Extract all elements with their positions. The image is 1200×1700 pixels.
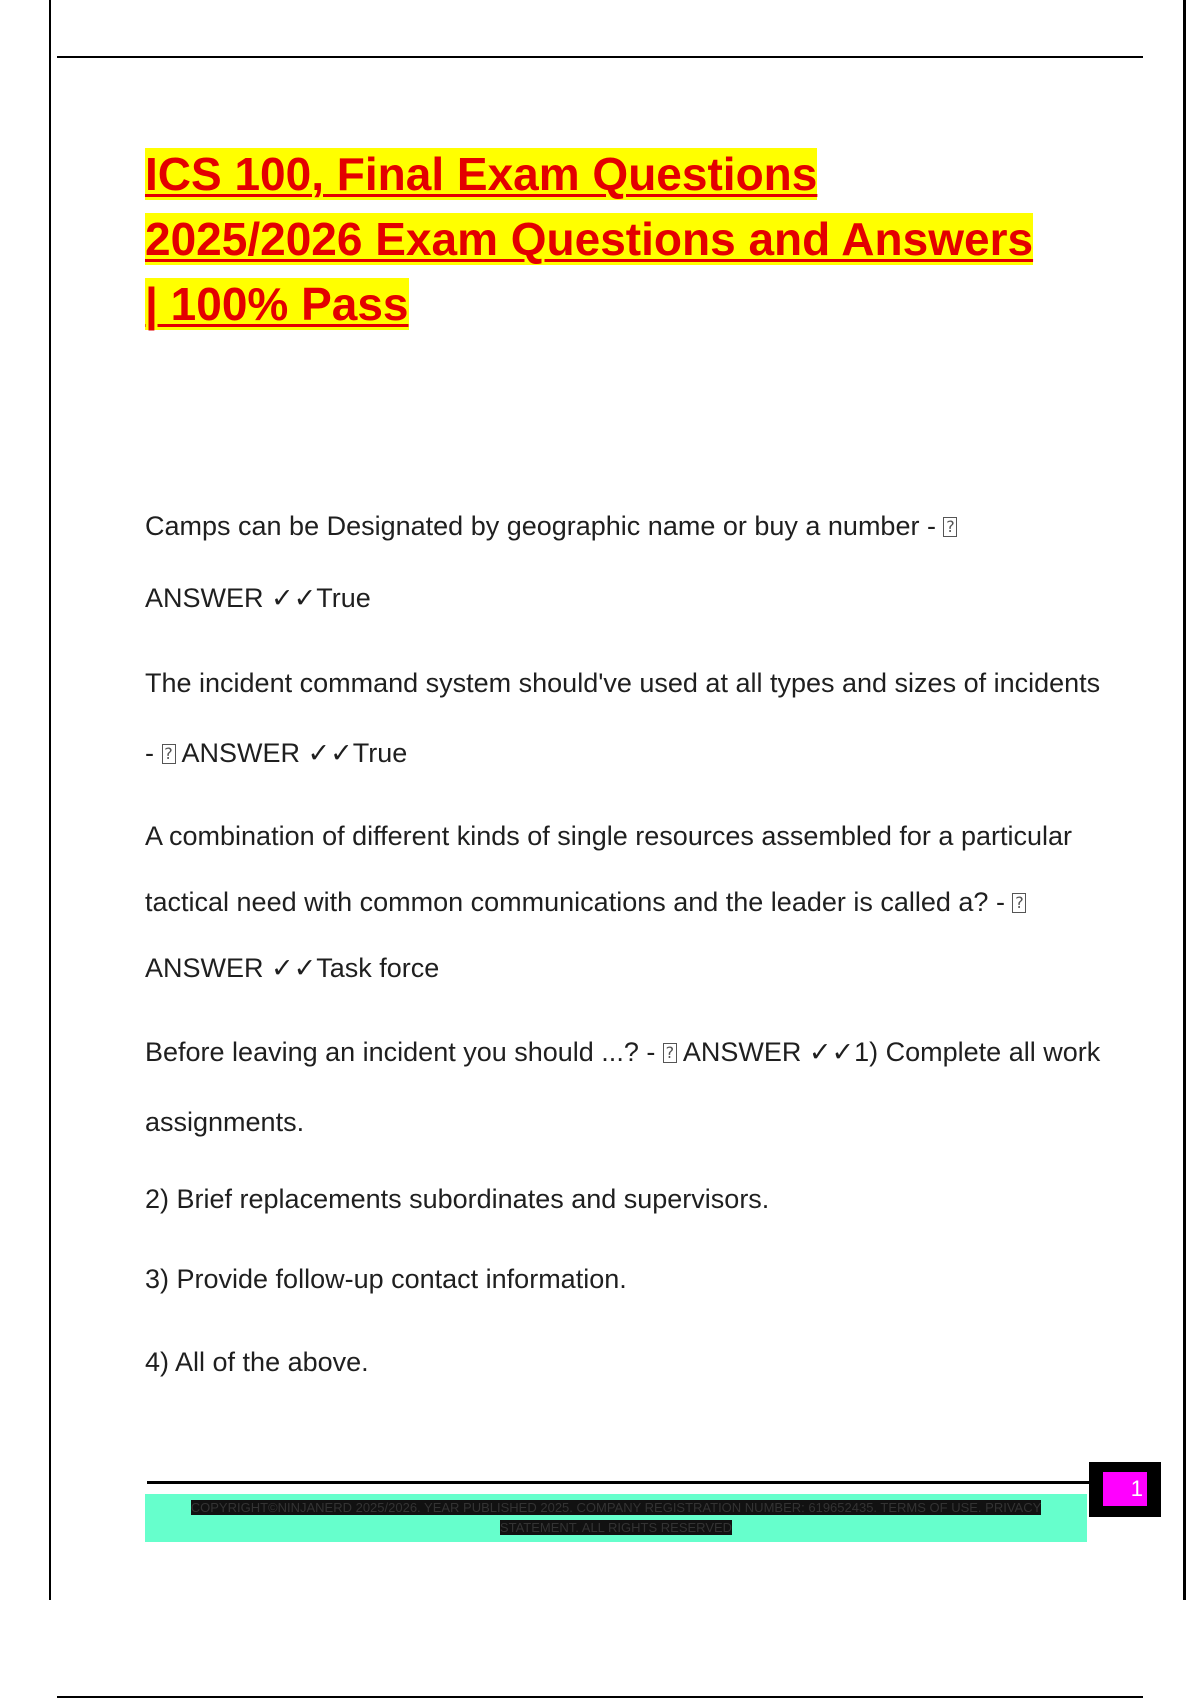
answer-text: True: [352, 738, 408, 768]
question-text: Camps can be Designated by geographic name or buy a number -: [145, 511, 936, 541]
copyright-line-2: STATEMENT. ALL RIGHTS RESERVED: [499, 1520, 733, 1535]
qa-item: [145, 648, 1105, 788]
title-line-3: | 100% Pass: [145, 278, 409, 330]
document-title: [145, 142, 1095, 337]
bottom-rule: [57, 1696, 1143, 1698]
answer-text: 1) Complete all work assignments.: [145, 1037, 1101, 1137]
title-line-2: 2025/2026 Exam Questions and Answers: [145, 213, 1034, 265]
qa-item: [145, 803, 1105, 1001]
answer-marker: ANSWER ✓✓: [145, 583, 317, 613]
top-rule: [57, 56, 1143, 58]
answer-text: True: [316, 583, 371, 613]
missing-glyph-icon: ?: [162, 744, 176, 764]
answer-option: 2) Brief replacements subordinates and supervisors.: [145, 1184, 770, 1214]
title-line-1: ICS 100, Final Exam Questions: [145, 148, 818, 200]
page-border-right: [1183, 0, 1186, 1600]
footer-rule: [147, 1481, 1092, 1484]
qa-item: [145, 490, 1105, 634]
question-text: A combination of different kinds of single resources assembled for a particular tactical need with common communications and the leader is called a? -: [145, 821, 1072, 917]
question-text: Before leaving an incident you should ...? -: [145, 1037, 656, 1067]
copyright-footer: [145, 1494, 1087, 1542]
page-number: 1: [1103, 1472, 1147, 1506]
answer-option: 3) Provide follow-up contact information.: [145, 1264, 627, 1294]
answer-marker: ANSWER ✓✓: [145, 953, 317, 983]
qa-item: [145, 1017, 1105, 1157]
missing-glyph-icon: ?: [1012, 893, 1026, 913]
copyright-line-1: COPYRIGHT©NINJANERD 2025/2026. YEAR PUBLISHED 2025. COMPANY REGISTRATION NUMBER: 619652435. TERMS OF USE. PRIVACY: [190, 1500, 1042, 1515]
answer-text: Task force: [316, 953, 440, 983]
page-border-left: [49, 0, 51, 1600]
answer-marker: ANSWER ✓✓: [682, 1037, 855, 1067]
missing-glyph-icon: ?: [663, 1043, 677, 1063]
answer-marker: ANSWER ✓✓: [181, 738, 353, 768]
question-text: The incident command system should've used at all types and sizes of incidents -: [145, 668, 1101, 768]
answer-option: 4) All of the above.: [145, 1347, 369, 1377]
missing-glyph-icon: ?: [943, 517, 957, 537]
